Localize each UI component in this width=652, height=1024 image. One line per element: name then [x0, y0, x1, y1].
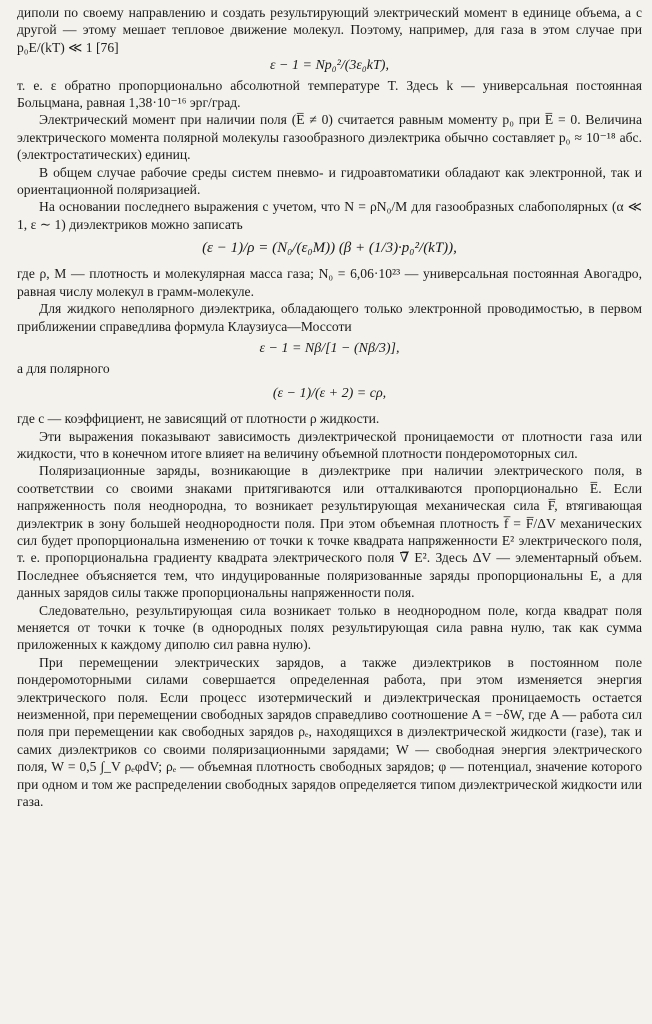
paragraph: Поляризационные заряды, возникающие в диэлектрике при наличии электрического поля, в соответствии со своими знаками притягиваются или отталкиваются пропорционально E̅. Если напряженность поля неоднородна, то возникает результирующая механическая сила F̅, втягивающая диэлектрик в зону большей неоднородности поля. При этом объемная плотность f̅ = F̅/ΔV механических сил будет пропорциональна изменению от точки к точке квадрата напряженности E² электрического поля, т. е. пропорциональна градиенту квадрата электрического поля ∇̅ E². Здесь ΔV — элементарный объем. Последнее объясняется тем, что индуцированные поляризованные заряды пропорциональны E, а для данных зарядов силы также пропорциональны напряженности поля. — [17, 463, 642, 601]
paragraph: т. е. ε обратно пропорционально абсолютной температуре T. Здесь k — универсальная постоянная Больцмана, равная 1,38·10⁻¹⁶ эрг/град. — [17, 77, 642, 111]
paragraph: где c — коэффициент, не зависящий от плотности ρ жидкости. — [17, 411, 380, 427]
paragraph: Следовательно, результирующая сила возникает только в неоднородном поле, когда квадрат поля меняется от точки к точке (в однородных полях результирующая сила равна нулю, так как сумма приложенных к каждому диполю сил равна нулю). — [17, 602, 642, 653]
formula: (ε − 1)/ρ = (N₀/(ε₀M)) (β + (1/3)·p₀²/(kT)), — [202, 240, 457, 257]
formula: ε − 1 = Np₀²/(3ε₀kT), — [270, 58, 389, 74]
paragraph: Для жидкого неполярного диэлектрика, обладающего только электронной проводимостью, в первом приближении справедлива формула Клаузиуса—Моссоти — [17, 301, 642, 334]
formula: ε − 1 = Nβ/[1 − (Nβ/3)], — [259, 340, 400, 356]
paragraph: На основании последнего выражения с учетом, что N = ρN₀/M для газообразных слабополярных (α ≪ 1, ε ∼ 1) диэлектриков можно записать — [17, 199, 642, 232]
formula: (ε − 1)/(ε + 2) = cρ, — [272, 385, 387, 401]
paragraph: где ρ, M — плотность и молекулярная масса газа; N₀ = 6,06·10²³ — универсальная постоянная Авогадро, равная числу молекул в грамм-молекуле. — [17, 266, 642, 299]
paragraph: диполи по своему направлению и создать результирующий электрический момент в единице объема, а с другой — этому мешает тепловое движение молекул. Поэтому, например, для газа в этом случае при p₀E/(kT) ≪ 1 [76] — [17, 5, 642, 55]
paragraph: Электрический момент при наличии поля (E̅ ≠ 0) считается равным моменту p₀ при E̅ = 0. Величина электрического момента полярной молекулы газообразного диэлектрика обычно составляет p₀ ≈ 10⁻¹⁸ абс. (электростатических) единиц. — [17, 112, 642, 163]
paragraph: Эти выражения показывают зависимость диэлектрической проницаемости от плотности газа или жидкости, что в конечном итоге влияет на величину объемной плотности пондеромоторных сил. — [17, 428, 642, 461]
paragraph: При перемещении электрических зарядов, а также диэлектриков в постоянном поле пондеромоторными силами совершается определенная работа, при этом изменяется энергия электрического поля. Если процесс изотермический и диэлектрическая проницаемость остается неизменной, при перемещении свободных зарядов справедливо соотношение A = −δW, где A — работа сил поля при перемещении как свободных зарядов ρₑ, находящихся в диэлектрической жидкости (газе), так и самих диэлектриков со своими поляризационными зарядами; W — свободная энергия электрического поля, W = 0,5 ∫_V ρₑφdV; ρₑ — объемная плотность свободных зарядов; φ — потенциал, значение которого при одном и том же распределении свободных зарядов определяется типом диэлектрической жидкости или газа. — [17, 654, 642, 810]
paragraph: В общем случае рабочие среды систем пневмо- и гидроавтоматики обладают как электронной, так и ориентационной поляризацией. — [17, 164, 642, 198]
paragraph: а для полярного — [17, 361, 110, 377]
